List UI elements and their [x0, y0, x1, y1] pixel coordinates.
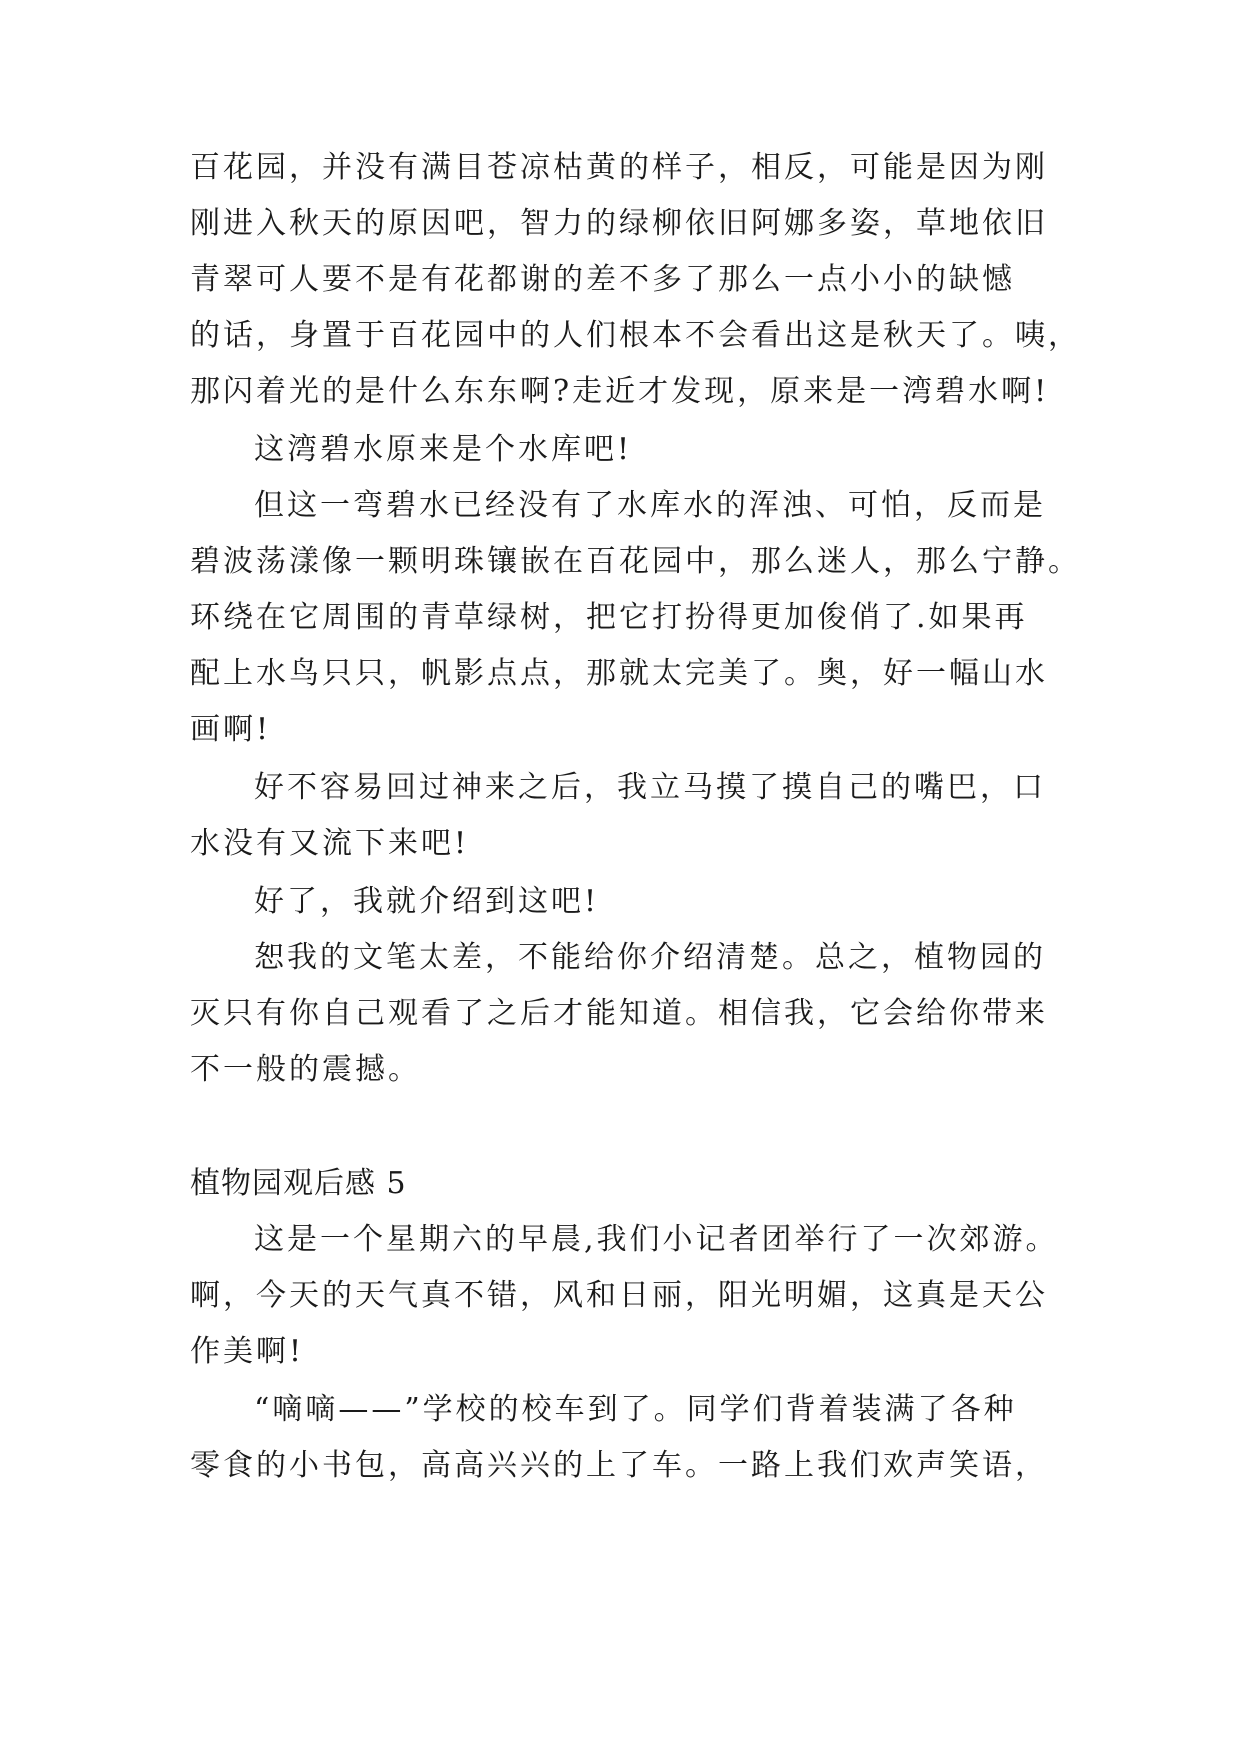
text-line: 百花园，并没有满目苍凉枯黄的样子，相反，可能是因为刚 — [190, 150, 1048, 185]
text-line: “嘀嘀——”学校的校车到了。同学们背着装满了各种 — [254, 1392, 1017, 1427]
text-line: 画啊! — [190, 712, 272, 747]
text-line: 刚进入秋天的原因吧，智力的绿柳依旧阿娜多姿，草地依旧 — [190, 206, 1048, 241]
text-line: 环绕在它周围的青草绿树，把它打扮得更加俊俏了.如果再 — [190, 600, 1028, 635]
text-line: 作美啊! — [190, 1334, 305, 1369]
text-line: 好了，我就介绍到这吧! — [254, 884, 600, 919]
text-line: 这是一个星期六的早晨,我们小记者团举行了一次郊游。 — [254, 1222, 1059, 1257]
section-title: 植物园观后感 5 — [190, 1166, 407, 1201]
text-line: 不一般的震撼。 — [190, 1052, 421, 1087]
text-line: 好不容易回过神来之后，我立马摸了摸自己的嘴巴，口 — [254, 770, 1046, 805]
text-line: 啊，今天的天气真不错，风和日丽，阳光明媚，这真是天公 — [190, 1278, 1048, 1313]
text-line: 恕我的文笔太差，不能给你介绍清楚。总之，植物园的 — [254, 940, 1046, 975]
text-line: 零食的小书包，高高兴兴的上了车。一路上我们欢声笑语， — [190, 1448, 1048, 1483]
text-line: 水没有又流下来吧! — [190, 826, 470, 861]
text-line: 那闪着光的是什么东东啊?走近才发现，原来是一湾碧水啊! — [190, 374, 1050, 409]
text-line: 碧波荡漾像一颗明珠镶嵌在百花园中，那么迷人，那么宁静。 — [190, 544, 1081, 579]
text-line: 青翠可人要不是有花都谢的差不多了那么一点小小的缺憾 — [190, 262, 1015, 297]
text-line: 这湾碧水原来是个水库吧! — [254, 432, 633, 467]
text-line: 配上水鸟只只，帆影点点，那就太完美了。奥，好一幅山水 — [190, 656, 1048, 691]
text-line: 的话，身置于百花园中的人们根本不会看出这是秋天了。咦， — [190, 318, 1081, 353]
text-line: 但这一弯碧水已经没有了水库水的浑浊、可怕，反而是 — [254, 488, 1046, 523]
text-line: 灭只有你自己观看了之后才能知道。相信我，它会给你带来 — [190, 996, 1048, 1031]
